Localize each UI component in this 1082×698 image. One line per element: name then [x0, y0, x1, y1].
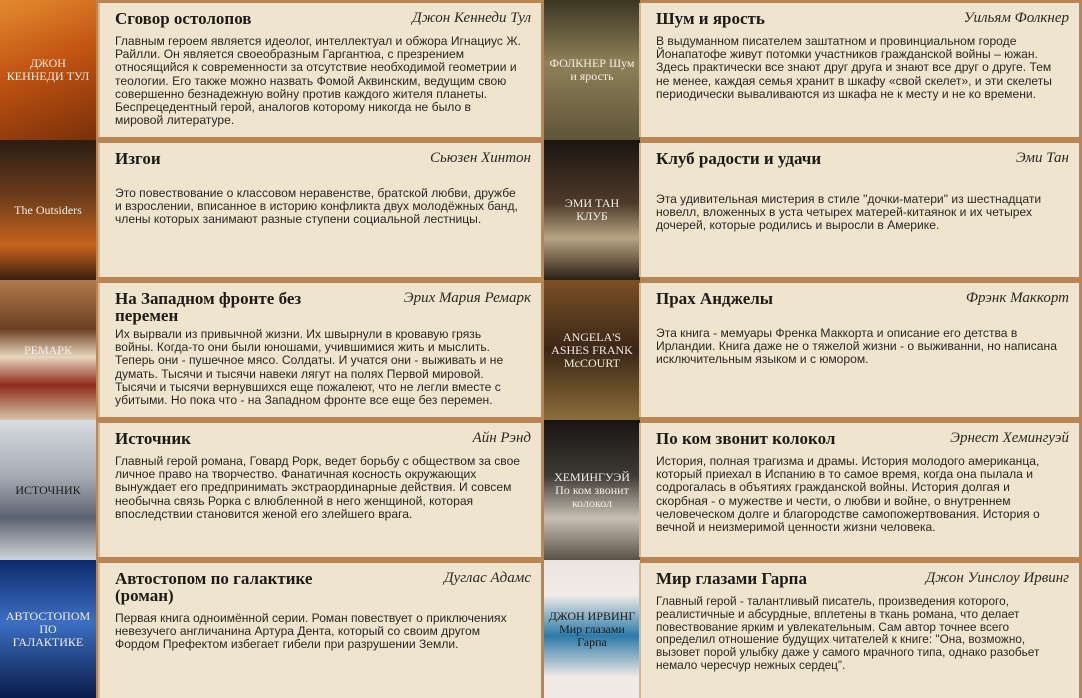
book-title: Клуб радости и удачи [656, 149, 822, 168]
cover-text: ДЖОН ИРВИНГ Мир глазами Гарпа [548, 608, 636, 649]
book-description: Первая книга одноимённой серии. Роман повествует о приключениях невезучего англичанина Артура Дента, который со своим другом Фордом Префектом избегает гибели при разрушении Земли. [115, 611, 507, 652]
book-card[interactable] [541, 0, 1082, 140]
book-description: Эта книга - мемуары Френка Маккорта и описание его детства в Ирландии. Книга даже не о тяжелой жизни - о выживанни, но написана исключительным языком и с юмором. [656, 326, 1057, 367]
book-title: Источник [115, 429, 191, 448]
cover-text: ДЖОН КЕННЕДИ ТУЛ [6, 56, 90, 83]
book-description: Эта удивительная мистерия в стиле "дочки-матери" из шестнадцати новелл, вложенных в уста четырех матерей-китаянок и их четырех дочерей, которые родились и выросли в Америке. [656, 192, 1042, 233]
book-description: Главный герой романа, Говард Рорк, ведет борьбу с обществом за свое личное право на творчество. Фанатичная косность окружающих вынуждает его предпринимать экстраординарные действия. И совсем необычна связь Рорка с влюбленной в него женщиной, которая впоследствии становится женой его злейшего врага. [115, 454, 521, 521]
book-info [639, 3, 1079, 137]
book-cover [544, 140, 640, 280]
book-title: Мир глазами Гарпа [656, 569, 807, 588]
book-cover [544, 0, 640, 140]
book-info [639, 283, 1079, 417]
book-card[interactable] [0, 420, 541, 560]
book-info [98, 563, 541, 698]
book-author: Джон Кеннеди Тул [412, 10, 531, 26]
book-description: Главным героем является идеолог, интеллектуал и обжора Игнациус Ж. Райлли. Он является своеобразным Гаргантюа, с презрением относящийся к современности за отсутствие необходимой геометрии и теологии. Его также можно назвать Фомой Аквинским, ведущим свою совершенно безнадежную войну против каждого жителя планеты. Беспрецедентный герой, аналогов которому никогда не было в мировой литературе. [115, 34, 521, 128]
right-column [541, 0, 1082, 698]
book-title: Шум и ярость [656, 9, 765, 28]
book-cover [0, 280, 96, 420]
cover-text: The Outsiders [14, 202, 82, 217]
cover-text: ИСТОЧНИК [15, 482, 81, 497]
cover-text: ХЕМИНГУЭЙ По ком звонит колокол [554, 469, 630, 510]
book-info [639, 563, 1079, 698]
book-description: Это повествование о классовом неравенстве, братской любви, дружбе и взрослении, вписанное в историю конфликта двух молодёжных банд, члены которых занимают разные ступени социальной лестницы. [115, 186, 518, 227]
cover-text: ФОЛКНЕР Шум и ярость [549, 56, 635, 83]
book-description: Их вырвали из привычной жизни. Их швырнули в кровавую грязь войны. Когда-то они были юношами, учившимися жить и мыслить. Теперь они - пушечное мясо. Солдаты. И учатся они - выживать и не думать. Тысячи и тысячи навеки лягут на полях Первой мировой. Тысячи и тысячи вернувшихся еще пожалеют, что не легли вместе с убитыми. Но пока что - на Западном фронте все еще без перемен. [115, 327, 504, 408]
book-card[interactable] [541, 560, 1082, 698]
book-card[interactable] [0, 0, 541, 140]
book-cover [0, 420, 96, 560]
book-author: Фрэнк Маккорт [965, 290, 1069, 306]
book-card[interactable] [0, 140, 541, 280]
book-card[interactable] [541, 420, 1082, 560]
book-author: Эрнест Хемингуэй [950, 430, 1069, 446]
book-card[interactable] [0, 280, 541, 420]
book-description: В выдуманном писателем заштатном и провинциальном городе Йонапатофе живут потомки участников гражданской войны – южан. Здесь практически все знают друг друга и знают все друг о друге. Тем не менее, каждая семья хранит в шкафу «свой скелет», и эти скелеты периодически вываливаются из шкафа не к месту и не ко времени. [656, 34, 1052, 101]
book-author: Эрих Мария Ремарк [403, 290, 531, 306]
book-description: Главный герой - талантливый писатель, произведения которого, реалистичные и абсурдные, вплетены в ткань романа, что делает повествование ярким и увлекательным. Сам автор точнее всего определил отношение будущих читателей к книге: "Она, возможно, вызовет порой улыбку даже у самого мрачного типа, однако разобьет немало чересчур нежных сердец". [656, 594, 1040, 672]
book-cover [544, 420, 640, 560]
book-author: Дуглас Адамс [444, 570, 531, 586]
cover-text: ANGELA'S ASHES FRANK McCOURT [551, 329, 633, 370]
book-author: Уильям Фолкнер [963, 10, 1069, 26]
book-cover [0, 560, 96, 698]
book-card[interactable] [541, 280, 1082, 420]
book-title: На Западном фронте без перемен [115, 289, 302, 325]
book-cover [544, 280, 640, 420]
cover-text: АВТОСТОПОМ ПО ГАЛАКТИКЕ [5, 608, 91, 649]
book-info [98, 423, 541, 557]
book-title: Сговор остолопов [115, 9, 252, 28]
book-author: Джон Уинслоу Ирвинг [925, 570, 1069, 586]
book-title: Прах Анджелы [656, 289, 774, 308]
book-cover [0, 0, 96, 140]
book-card[interactable] [0, 560, 541, 698]
book-info [98, 283, 541, 417]
book-card[interactable] [541, 140, 1082, 280]
book-cover [0, 140, 96, 280]
book-title: Изгои [115, 149, 161, 168]
book-description: История, полная трагизма и драмы. История молодого американца, который приехал в Испанию в то самое время, когда она пылала и содрогалась в объятиях гражданской войны. История долгая и скорбная - о мужестве и чести, о любви и войне, о внутреннем человеческом долге и благородстве самопожертвования. История о вечной и неизмеримой ценности жизни человека. [656, 454, 1040, 535]
book-title: По ком звонит колокол [656, 429, 836, 448]
book-info [98, 3, 541, 137]
book-info [639, 143, 1079, 277]
book-title: Автостопом по галактике (роман) [115, 569, 313, 605]
book-info [639, 423, 1079, 557]
cover-text: ЭМИ ТАН КЛУБ [564, 196, 620, 223]
cover-text: РЕМАРК [23, 342, 73, 357]
book-author: Айн Рэнд [472, 430, 531, 446]
book-author: Эми Тан [1015, 150, 1069, 166]
book-info [98, 143, 541, 277]
book-cover [544, 560, 640, 698]
book-author: Сьюзен Хинтон [430, 150, 531, 166]
